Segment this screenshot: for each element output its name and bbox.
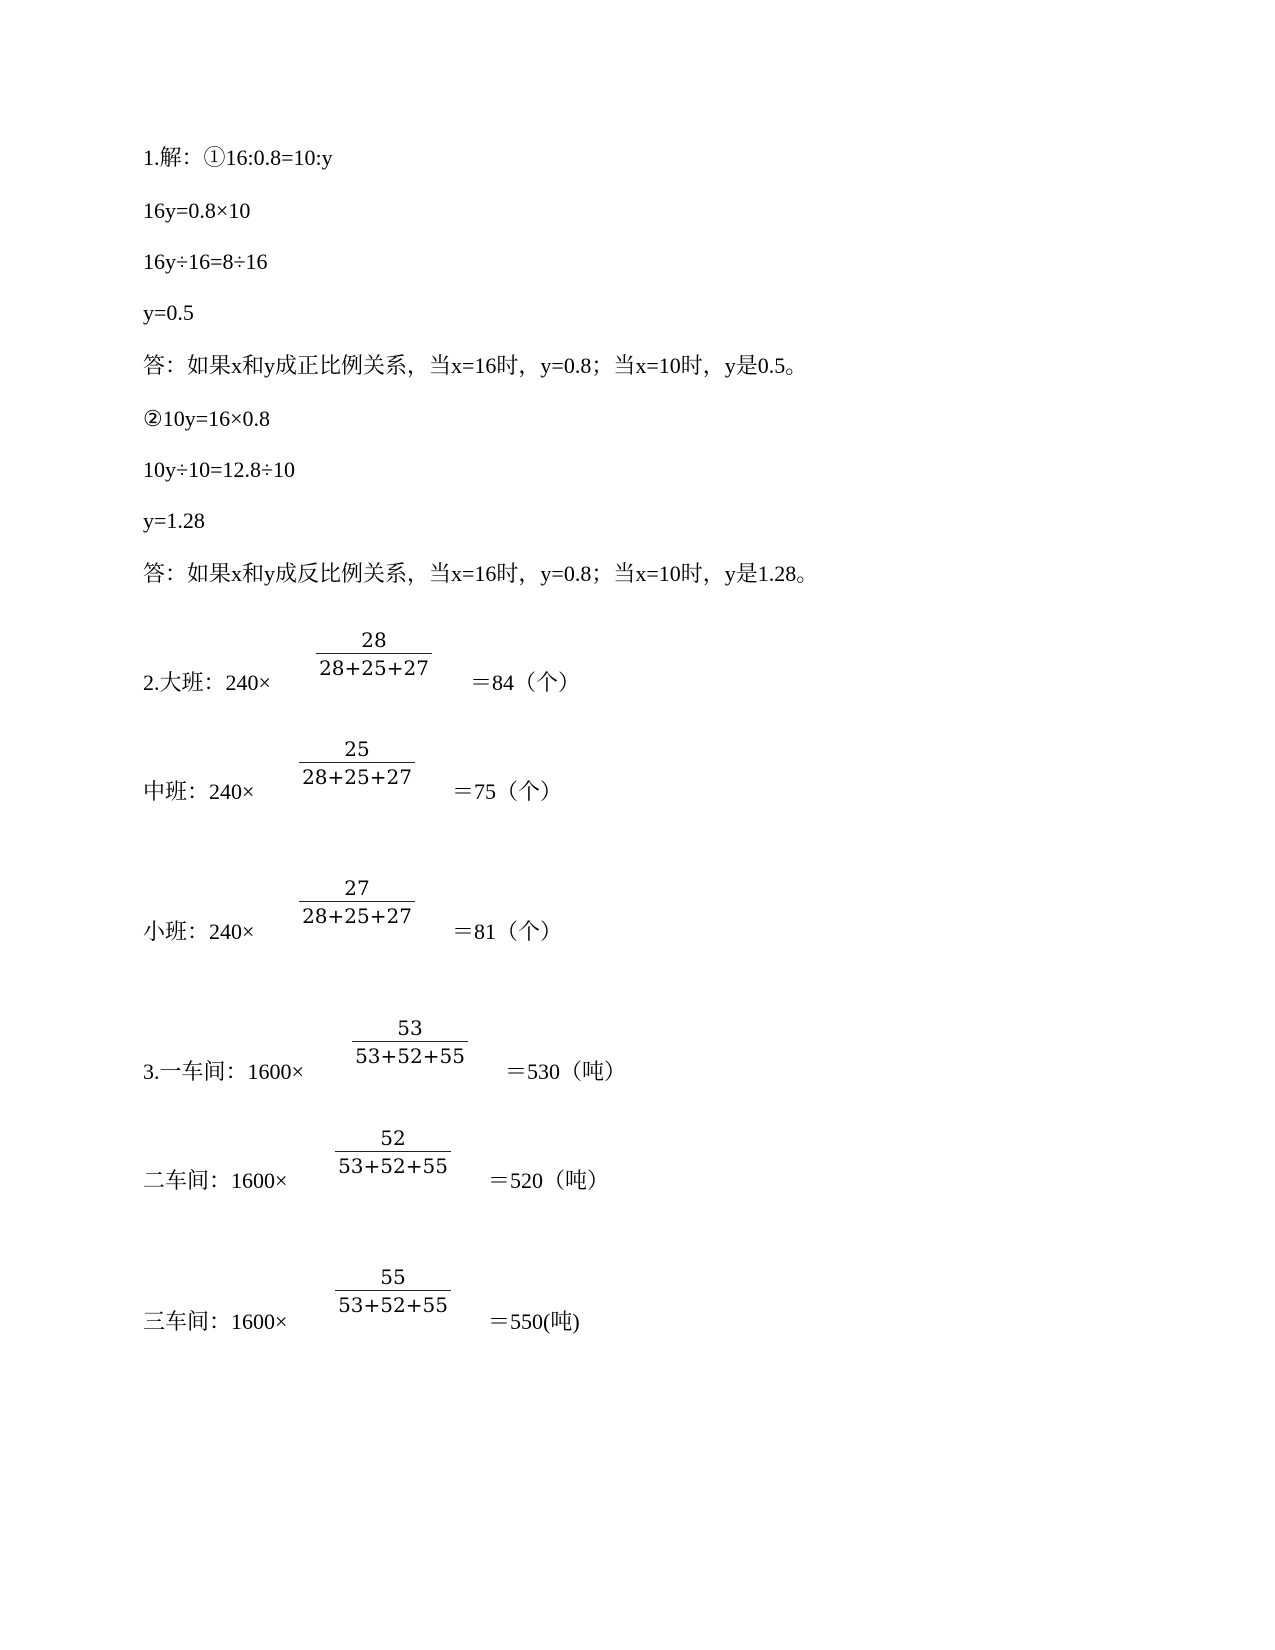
q1-line-6: ②10y=16×0.8: [143, 406, 271, 431]
fraction-numerator: 52: [380, 1126, 406, 1150]
fraction-denominator: 53+52+55: [355, 1044, 465, 1068]
q2-small-class-label: 小班：240×: [143, 919, 255, 944]
q1-line-1: 1.解：①16:0.8=10:y: [143, 145, 333, 170]
fraction-numerator: 55: [380, 1265, 406, 1289]
q2-big-class-label: 2.大班：240×: [143, 670, 271, 695]
q3-workshop-2-result: ＝520（吨）: [488, 1168, 610, 1193]
fraction-bar: [299, 762, 415, 763]
q3-workshop-2-label: 二车间：1600×: [143, 1168, 288, 1193]
q3-workshop-3-label: 三车间：1600×: [143, 1309, 288, 1334]
fraction-numerator: 53: [397, 1016, 423, 1040]
q2-middle-class-result: ＝75（个）: [452, 779, 563, 804]
q1-answer-2: 答：如果x和y成反比例关系，当x=16时，y=0.8；当x=10时，y是1.28。: [143, 561, 819, 586]
fraction-numerator: 25: [344, 737, 370, 761]
q1-line-8: y=1.28: [143, 508, 205, 533]
fraction-bar: [335, 1151, 451, 1152]
fraction-bar: [352, 1041, 468, 1042]
fraction-denominator: 53+52+55: [338, 1293, 448, 1317]
fraction-denominator: 53+52+55: [338, 1154, 448, 1178]
q2-big-class-fraction: [316, 628, 432, 680]
fraction-bar: [316, 653, 432, 654]
fraction-denominator: 28+25+27: [302, 765, 412, 789]
q1-line-7: 10y÷10=12.8÷10: [143, 457, 296, 482]
q2-middle-class-label: 中班：240×: [143, 779, 255, 804]
fraction-bar: [299, 901, 415, 902]
q3-workshop-1-result: ＝530（吨）: [505, 1059, 627, 1084]
fraction-denominator: 28+25+27: [302, 904, 412, 928]
q3-workshop-3-fraction: [335, 1265, 451, 1317]
fraction-numerator: 28: [361, 628, 387, 652]
q3-workshop-3-result: ＝550(吨): [488, 1309, 580, 1334]
q2-small-class-result: ＝81（个）: [452, 919, 563, 944]
q3-workshop-2-fraction: [335, 1126, 451, 1178]
q2-big-class-result: ＝84（个）: [470, 670, 581, 695]
q3-workshop-1-fraction: [352, 1016, 468, 1068]
q2-small-class-fraction: [299, 876, 415, 928]
fraction-numerator: 27: [344, 876, 370, 900]
q1-line-4: y=0.5: [143, 300, 194, 325]
q1-line-2: 16y=0.8×10: [143, 198, 251, 223]
q1-answer-1: 答：如果x和y成正比例关系，当x=16时，y=0.8；当x=10时，y是0.5。: [143, 353, 808, 378]
q1-line-3: 16y÷16=8÷16: [143, 249, 268, 274]
fraction-bar: [335, 1290, 451, 1291]
q3-workshop-1-label: 3.一车间：1600×: [143, 1059, 304, 1084]
q2-middle-class-fraction: [299, 737, 415, 789]
fraction-denominator: 28+25+27: [319, 656, 429, 680]
